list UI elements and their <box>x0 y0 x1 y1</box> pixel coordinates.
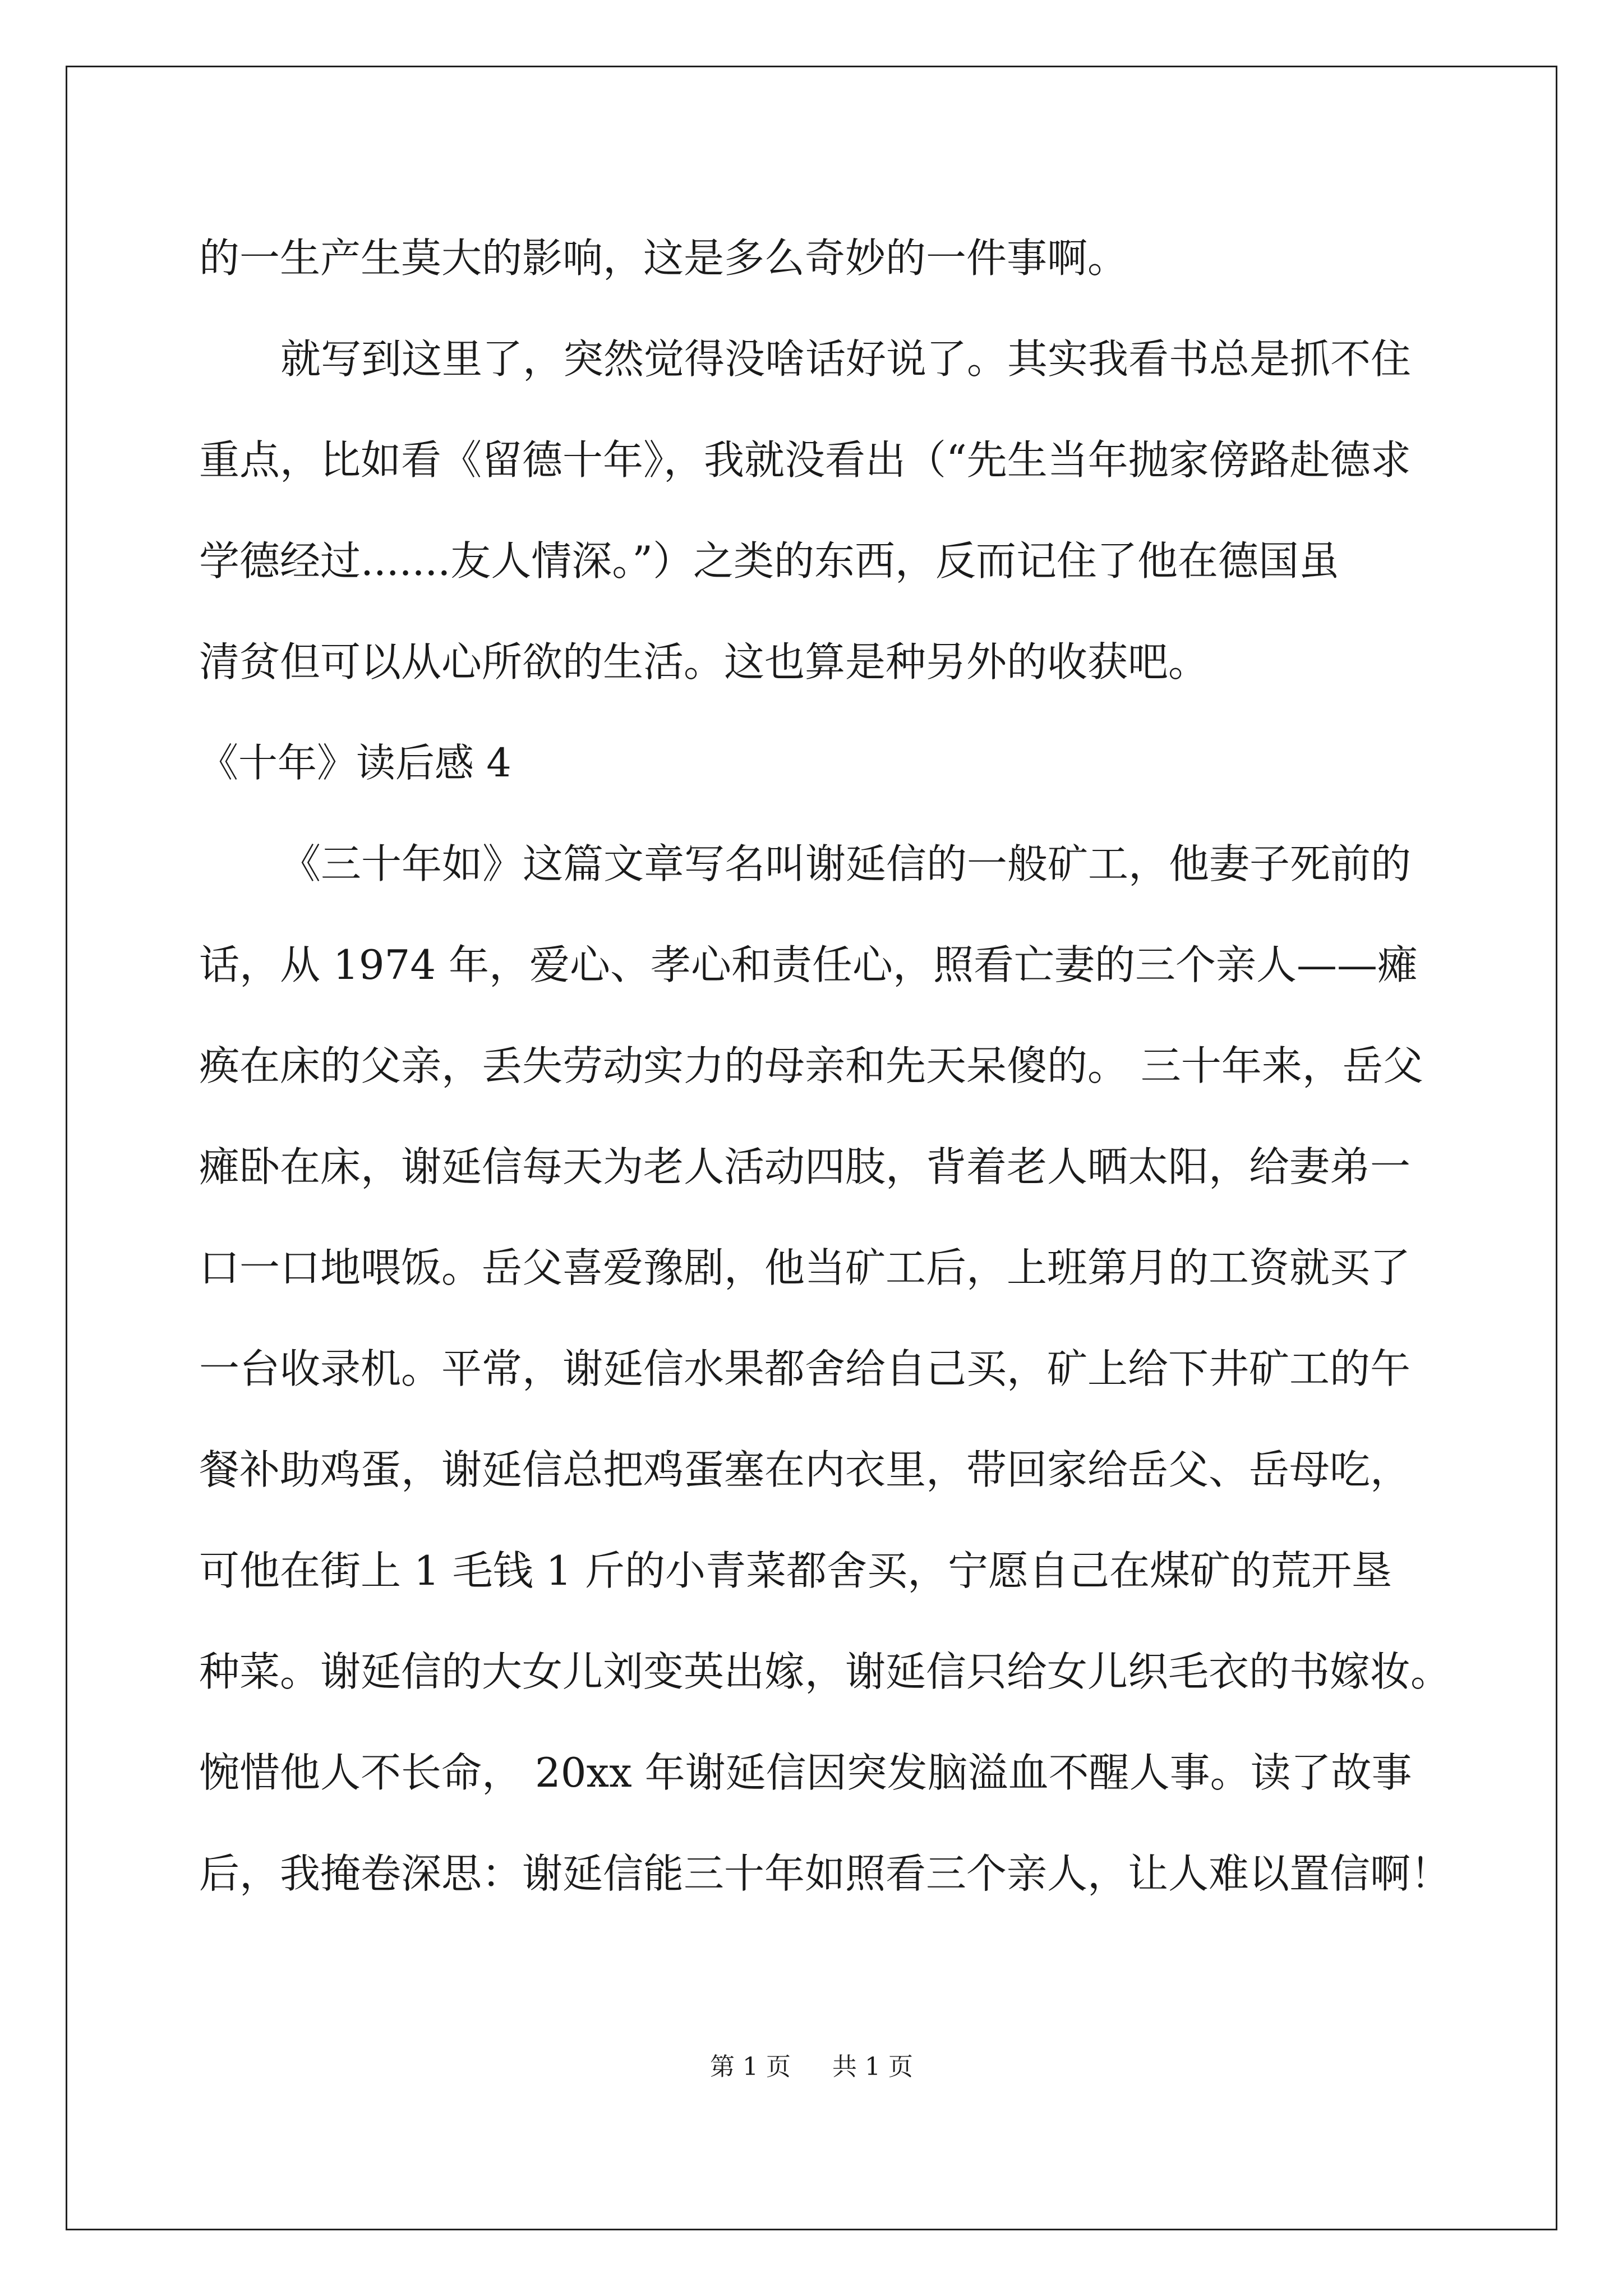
page-total: 共 1 页 <box>832 2053 913 2081</box>
text-line: 后，我掩卷深思：谢延信能三十年如照看三个亲人，让人难以置信啊！ <box>199 1850 1451 1897</box>
text-line: 惋惜他人不长命， 20xx 年谢延信因突发脑溢血不醒人事。读了故事 <box>199 1749 1412 1796</box>
text-line: 口一口地喂饭。岳父喜爱豫剧，他当矿工后，上班第月的工资就买了 <box>199 1244 1411 1291</box>
text-line: 清贫但可以从心所欲的生活。这也算是种另外的收获吧。 <box>199 638 1209 685</box>
text-line: 的一生产生莫大的影响，这是多么奇妙的一件事啊。 <box>199 234 1128 282</box>
text-line: 一台收录机。平常，谢延信水果都舍给自己买，矿上给下井矿工的午 <box>199 1345 1411 1392</box>
text-line: 瘫卧在床，谢延信每天为老人活动四肢，背着老人晒太阳，给妻弟一 <box>199 1143 1411 1190</box>
text-line: 就写到这里了，突然觉得没啥话好说了。其实我看书总是抓不住 <box>280 335 1412 383</box>
page-footer <box>0 2050 1623 2084</box>
page-number: 第 1 页 <box>710 2053 791 2081</box>
section-heading: 《十年》读后感 4 <box>199 740 511 786</box>
text-line: 话，从 1974 年，爱心、孝心和责任心，照看亡妻的三个亲人——瘫 <box>199 941 1418 988</box>
text-line: 种菜。谢延信的大女儿刘变英出嫁，谢延信只给女儿织毛衣的书嫁妆。 <box>199 1648 1451 1695</box>
text-line: 痪在床的父亲，丢失劳动实力的母亲和先天呆傻的。 三十年来，岳父 <box>199 1042 1423 1089</box>
text-line: 可他在街上 1 毛钱 1 斤的小青菜都舍买，宁愿自己在煤矿的荒开垦 <box>199 1547 1393 1594</box>
text-line: 学德经过.......友人情深。”）之类的东西，反而记住了他在德国虽 <box>199 537 1340 585</box>
text-line: 餐补助鸡蛋，谢延信总把鸡蛋塞在内衣里，带回家给岳父、岳母吃， <box>199 1446 1411 1493</box>
text-line: 重点，比如看《留德十年》，我就没看出（“先生当年抛家傍路赴德求 <box>199 436 1411 484</box>
text-line: 《三十年如》这篇文章写名叫谢延信的一般矿工，他妻子死前的 <box>280 840 1412 887</box>
